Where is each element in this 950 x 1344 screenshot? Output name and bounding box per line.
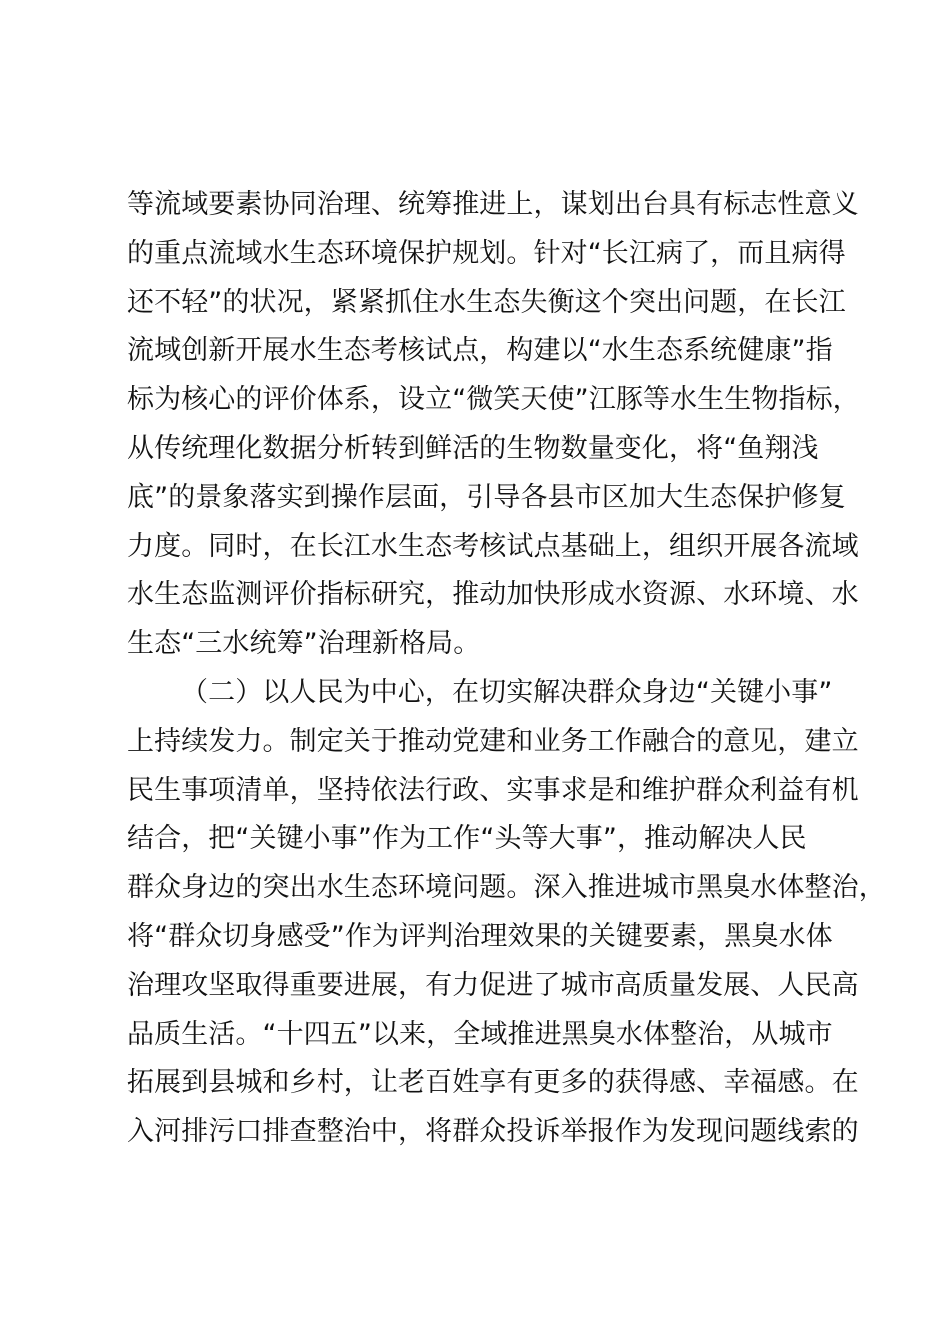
section-heading-line: （二）以人民为中心，在切实解决群众身边“关键小事” <box>181 676 833 708</box>
text-line: 标为核心的评价体系，设立“微笑天使”江豚等水生生物指标， <box>127 384 860 416</box>
text-line: 拓展到县城和乡村，让老百姓享有更多的获得感、幸福感。在 <box>127 1067 859 1099</box>
text-line: 流域创新开展水生态考核试点，构建以“水生态系统健康”指 <box>127 335 833 367</box>
text-line: 品质生活。“十四五”以来，全域推进黑臭水体整治，从城市 <box>127 1018 833 1050</box>
text-line: 治理攻坚取得重要进展，有力促进了城市高质量发展、人民高 <box>127 969 859 1001</box>
text-line: 入河排污口排查整治中，将群众投诉举报作为发现问题线索的 <box>127 1116 859 1148</box>
text-line: 将“群众切身感受”作为评判治理效果的关键要素，黑臭水体 <box>127 920 833 952</box>
text-line: 结合，把“关键小事”作为工作“头等大事”，推动解决人民 <box>127 823 807 855</box>
text-line: 水生态监测评价指标研究，推动加快形成水资源、水环境、水 <box>127 579 859 611</box>
text-line: 上持续发力。制定关于推动党建和业务工作融合的意见，建立 <box>127 725 859 757</box>
text-line: 生态“三水统筹”治理新格局。 <box>127 628 481 660</box>
text-line: 等流域要素协同治理、统筹推进上，谋划出台具有标志性意义 <box>127 189 859 220</box>
document-body <box>127 181 886 1157</box>
text-line: 民生事项清单，坚持依法行政、实事求是和维护群众利益有机 <box>127 774 859 806</box>
text-line: 力度。同时，在长江水生态考核试点基础上，组织开展各流域 <box>127 530 859 562</box>
text-line: 从传统理化数据分析转到鲜活的生物数量变化，将“鱼翔浅 <box>127 432 819 464</box>
text-line: 还不轻”的状况，紧紧抓住水生态失衡这个突出问题，在长江 <box>127 286 846 318</box>
text-line: 群众身边的突出水生态环境问题。深入推进城市黑臭水体整治， <box>127 872 886 904</box>
text-line: 的重点流域水生态环境保护规划。针对“长江病了，而且病得 <box>127 237 846 269</box>
text-line: 底”的景象落实到操作层面，引导各县市区加大生态保护修复 <box>127 481 846 513</box>
